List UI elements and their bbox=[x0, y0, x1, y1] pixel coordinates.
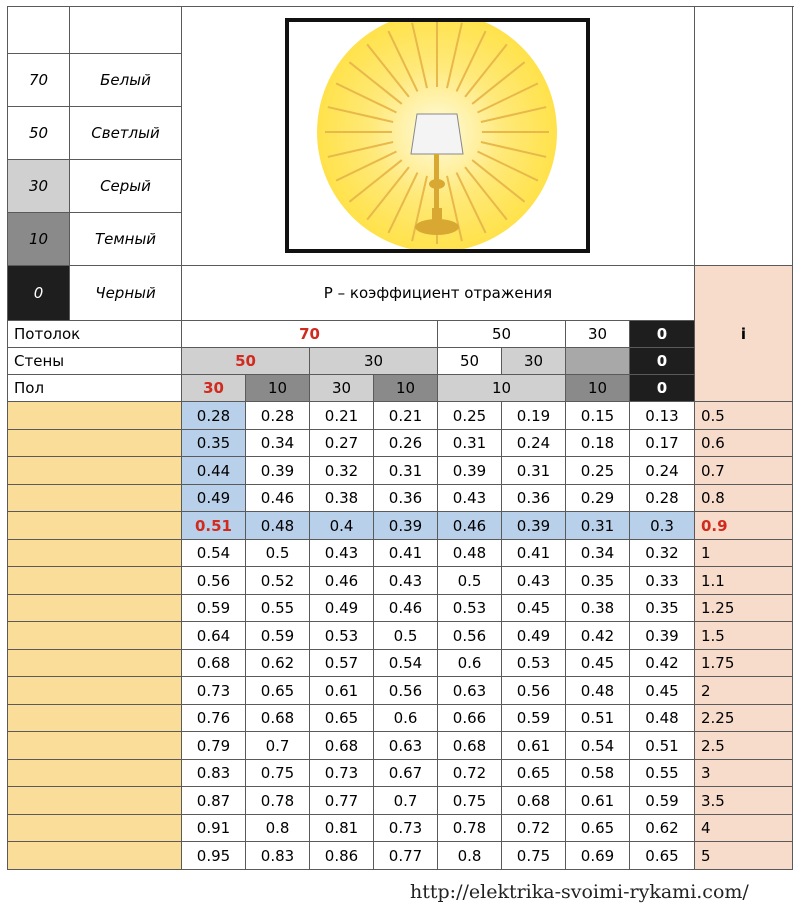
floor-value: 10 bbox=[246, 375, 310, 402]
legend-label: Белый bbox=[70, 54, 182, 107]
table-cell: 0.76 bbox=[182, 705, 246, 732]
table-cell: 0.49 bbox=[182, 485, 246, 512]
table-cell: 0.25 bbox=[438, 402, 502, 430]
table-cell: 0.31 bbox=[502, 457, 566, 485]
table-cell: 0.38 bbox=[310, 485, 374, 512]
ceiling-value: 0 bbox=[630, 321, 695, 348]
table-cell: 0.8 bbox=[438, 842, 502, 870]
table-cell: 0.59 bbox=[502, 705, 566, 732]
row-blank-left bbox=[8, 402, 182, 430]
table-cell: 0.34 bbox=[566, 540, 630, 567]
index-value: 0.6 bbox=[695, 430, 793, 457]
table-cell: 0.45 bbox=[566, 650, 630, 677]
ceiling-value: 70 bbox=[182, 321, 438, 348]
row-blank-left bbox=[8, 677, 182, 705]
table-cell: 0.65 bbox=[246, 677, 310, 705]
index-value: 0.7 bbox=[695, 457, 793, 485]
table-cell: 0.17 bbox=[630, 430, 695, 457]
table-cell: 0.7 bbox=[246, 732, 310, 760]
caption: Р – коэффициент отражения bbox=[182, 266, 695, 321]
table-cell: 0.26 bbox=[374, 430, 438, 457]
wall-value: 30 bbox=[502, 348, 566, 375]
table-cell: 0.39 bbox=[502, 512, 566, 540]
table-cell: 0.87 bbox=[182, 787, 246, 815]
table-cell: 0.27 bbox=[310, 430, 374, 457]
table-cell: 0.56 bbox=[374, 677, 438, 705]
index-value: 3.5 bbox=[695, 787, 793, 815]
blank-cell bbox=[695, 7, 793, 266]
table-cell: 0.77 bbox=[310, 787, 374, 815]
table-cell: 0.75 bbox=[438, 787, 502, 815]
table-cell: 0.13 bbox=[630, 402, 695, 430]
legend-blank bbox=[70, 7, 182, 54]
table-cell: 0.68 bbox=[502, 787, 566, 815]
table-cell: 0.6 bbox=[438, 650, 502, 677]
table-cell: 0.39 bbox=[438, 457, 502, 485]
table-cell: 0.6 bbox=[374, 705, 438, 732]
table-cell: 0.19 bbox=[502, 402, 566, 430]
table-cell: 0.68 bbox=[438, 732, 502, 760]
table-cell: 0.66 bbox=[438, 705, 502, 732]
legend-value: 10 bbox=[8, 213, 70, 266]
table-cell: 0.46 bbox=[246, 485, 310, 512]
table-cell: 0.46 bbox=[438, 512, 502, 540]
source-url[interactable]: http://elektrika-svoimi-rykami.com/ bbox=[410, 881, 749, 903]
legend-value: 0 bbox=[8, 266, 70, 321]
table-cell: 0.67 bbox=[374, 760, 438, 787]
table-cell: 0.43 bbox=[502, 567, 566, 595]
table-cell: 0.72 bbox=[438, 760, 502, 787]
table-cell: 0.72 bbox=[502, 815, 566, 842]
table-cell: 0.73 bbox=[374, 815, 438, 842]
table-cell: 0.49 bbox=[310, 595, 374, 622]
row-blank-left bbox=[8, 567, 182, 595]
index-value: 1.5 bbox=[695, 622, 793, 650]
index-value: 1.75 bbox=[695, 650, 793, 677]
table-cell: 0.5 bbox=[246, 540, 310, 567]
table-cell: 0.75 bbox=[502, 842, 566, 870]
table-cell: 0.62 bbox=[246, 650, 310, 677]
row-blank-left bbox=[8, 457, 182, 485]
table-cell: 0.91 bbox=[182, 815, 246, 842]
wall-value: 30 bbox=[310, 348, 438, 375]
table-cell: 0.77 bbox=[374, 842, 438, 870]
row-blank-left bbox=[8, 842, 182, 870]
table-cell: 0.39 bbox=[630, 622, 695, 650]
table-cell: 0.65 bbox=[566, 815, 630, 842]
index-value: 0.8 bbox=[695, 485, 793, 512]
row-blank-left bbox=[8, 622, 182, 650]
table-cell: 0.48 bbox=[566, 677, 630, 705]
table-cell: 0.56 bbox=[438, 622, 502, 650]
table-cell: 0.62 bbox=[630, 815, 695, 842]
table-cell: 0.54 bbox=[182, 540, 246, 567]
table-cell: 0.78 bbox=[246, 787, 310, 815]
row-blank-left bbox=[8, 705, 182, 732]
table-cell: 0.59 bbox=[182, 595, 246, 622]
table-cell: 0.53 bbox=[310, 622, 374, 650]
index-value: 4 bbox=[695, 815, 793, 842]
table-cell: 0.55 bbox=[630, 760, 695, 787]
table-cell: 0.29 bbox=[566, 485, 630, 512]
table-cell: 0.68 bbox=[182, 650, 246, 677]
table-cell: 0.61 bbox=[502, 732, 566, 760]
row-label-ceiling: Потолок bbox=[8, 321, 182, 348]
wall-value: 0 bbox=[630, 348, 695, 375]
table-cell: 0.64 bbox=[182, 622, 246, 650]
legend-value: 70 bbox=[8, 54, 70, 107]
table-cell: 0.65 bbox=[502, 760, 566, 787]
index-value: 1 bbox=[695, 540, 793, 567]
table-cell: 0.41 bbox=[502, 540, 566, 567]
row-blank-left bbox=[8, 732, 182, 760]
table-cell: 0.42 bbox=[566, 622, 630, 650]
row-blank-left bbox=[8, 787, 182, 815]
table-cell: 0.5 bbox=[438, 567, 502, 595]
table-cell: 0.35 bbox=[566, 567, 630, 595]
table-cell: 0.21 bbox=[374, 402, 438, 430]
row-blank-left bbox=[8, 430, 182, 457]
table-cell: 0.51 bbox=[182, 512, 246, 540]
table-cell: 0.55 bbox=[246, 595, 310, 622]
table-cell: 0.83 bbox=[182, 760, 246, 787]
table-cell: 0.45 bbox=[502, 595, 566, 622]
table-cell: 0.65 bbox=[310, 705, 374, 732]
legend-label: Черный bbox=[70, 266, 182, 321]
wall-value: 50 bbox=[438, 348, 502, 375]
table-cell: 0.18 bbox=[566, 430, 630, 457]
table-cell: 0.45 bbox=[630, 677, 695, 705]
index-value: 3 bbox=[695, 760, 793, 787]
floor-value: 30 bbox=[310, 375, 374, 402]
table-cell: 0.35 bbox=[182, 430, 246, 457]
table-cell: 0.68 bbox=[310, 732, 374, 760]
table-cell: 0.51 bbox=[566, 705, 630, 732]
table-cell: 0.28 bbox=[630, 485, 695, 512]
row-blank-left bbox=[8, 815, 182, 842]
floor-value: 10 bbox=[374, 375, 438, 402]
index-value: 0.9 bbox=[695, 512, 793, 540]
table-cell: 0.65 bbox=[630, 842, 695, 870]
table-cell: 0.73 bbox=[310, 760, 374, 787]
index-value: 0.5 bbox=[695, 402, 793, 430]
table-cell: 0.5 bbox=[374, 622, 438, 650]
table-cell: 0.39 bbox=[246, 457, 310, 485]
table-cell: 0.24 bbox=[502, 430, 566, 457]
table-cell: 0.48 bbox=[438, 540, 502, 567]
table-cell: 0.28 bbox=[246, 402, 310, 430]
index-value: 1.25 bbox=[695, 595, 793, 622]
table-cell: 0.44 bbox=[182, 457, 246, 485]
index-header: i bbox=[695, 266, 793, 402]
table-cell: 0.63 bbox=[438, 677, 502, 705]
table-cell: 0.8 bbox=[246, 815, 310, 842]
table-cell: 0.75 bbox=[246, 760, 310, 787]
legend-blank bbox=[8, 7, 70, 54]
row-label-floor: Пол bbox=[8, 375, 182, 402]
illustration-cell bbox=[182, 7, 695, 266]
table-cell: 0.46 bbox=[374, 595, 438, 622]
table-cell: 0.34 bbox=[246, 430, 310, 457]
table-cell: 0.95 bbox=[182, 842, 246, 870]
table-cell: 0.35 bbox=[630, 595, 695, 622]
table-cell: 0.43 bbox=[438, 485, 502, 512]
legend-label: Темный bbox=[70, 213, 182, 266]
row-blank-left bbox=[8, 650, 182, 677]
table-cell: 0.21 bbox=[310, 402, 374, 430]
table-cell: 0.7 bbox=[374, 787, 438, 815]
row-blank-left bbox=[8, 540, 182, 567]
legend-value: 50 bbox=[8, 107, 70, 160]
table-cell: 0.63 bbox=[374, 732, 438, 760]
table-cell: 0.33 bbox=[630, 567, 695, 595]
legend-label: Светлый bbox=[70, 107, 182, 160]
floor-value: 10 bbox=[438, 375, 566, 402]
table-cell: 0.41 bbox=[374, 540, 438, 567]
table-cell: 0.73 bbox=[182, 677, 246, 705]
table-cell: 0.32 bbox=[630, 540, 695, 567]
table-cell: 0.36 bbox=[502, 485, 566, 512]
table-cell: 0.31 bbox=[438, 430, 502, 457]
table-cell: 0.61 bbox=[566, 787, 630, 815]
table-cell: 0.58 bbox=[566, 760, 630, 787]
table-cell: 0.52 bbox=[246, 567, 310, 595]
table-cell: 0.51 bbox=[630, 732, 695, 760]
floor-value: 0 bbox=[630, 375, 695, 402]
index-value: 1.1 bbox=[695, 567, 793, 595]
index-value: 2.5 bbox=[695, 732, 793, 760]
index-value: 2.25 bbox=[695, 705, 793, 732]
table-cell: 0.42 bbox=[630, 650, 695, 677]
table-cell: 0.24 bbox=[630, 457, 695, 485]
table-cell: 0.53 bbox=[438, 595, 502, 622]
floor-value: 10 bbox=[566, 375, 630, 402]
table-cell: 0.48 bbox=[246, 512, 310, 540]
table-cell: 0.69 bbox=[566, 842, 630, 870]
table-cell: 0.78 bbox=[438, 815, 502, 842]
table-cell: 0.54 bbox=[566, 732, 630, 760]
table-cell: 0.83 bbox=[246, 842, 310, 870]
table-cell: 0.43 bbox=[374, 567, 438, 595]
floor-value: 30 bbox=[182, 375, 246, 402]
ceiling-value: 30 bbox=[566, 321, 630, 348]
table-cell: 0.38 bbox=[566, 595, 630, 622]
table-cell: 0.79 bbox=[182, 732, 246, 760]
table-cell: 0.56 bbox=[502, 677, 566, 705]
index-value: 2 bbox=[695, 677, 793, 705]
table-cell: 0.49 bbox=[502, 622, 566, 650]
row-blank-left bbox=[8, 760, 182, 787]
table-cell: 0.39 bbox=[374, 512, 438, 540]
table-cell: 0.4 bbox=[310, 512, 374, 540]
table-cell: 0.86 bbox=[310, 842, 374, 870]
row-blank-left bbox=[8, 595, 182, 622]
wall-value bbox=[566, 348, 630, 375]
table-cell: 0.3 bbox=[630, 512, 695, 540]
table-cell: 0.36 bbox=[374, 485, 438, 512]
table-cell: 0.32 bbox=[310, 457, 374, 485]
index-value: 5 bbox=[695, 842, 793, 870]
table-cell: 0.48 bbox=[630, 705, 695, 732]
table-cell: 0.56 bbox=[182, 567, 246, 595]
row-blank-left bbox=[8, 512, 182, 540]
table-cell: 0.57 bbox=[310, 650, 374, 677]
table-cell: 0.59 bbox=[630, 787, 695, 815]
table-cell: 0.59 bbox=[246, 622, 310, 650]
row-blank-left bbox=[8, 485, 182, 512]
table-cell: 0.81 bbox=[310, 815, 374, 842]
table-cell: 0.53 bbox=[502, 650, 566, 677]
table-cell: 0.15 bbox=[566, 402, 630, 430]
table-cell: 0.46 bbox=[310, 567, 374, 595]
legend-label: Серый bbox=[70, 160, 182, 213]
ceiling-value: 50 bbox=[438, 321, 566, 348]
row-label-walls: Стены bbox=[8, 348, 182, 375]
table-cell: 0.28 bbox=[182, 402, 246, 430]
table-cell: 0.31 bbox=[374, 457, 438, 485]
table-cell: 0.43 bbox=[310, 540, 374, 567]
table-cell: 0.25 bbox=[566, 457, 630, 485]
table-cell: 0.61 bbox=[310, 677, 374, 705]
wall-value: 50 bbox=[182, 348, 310, 375]
table-cell: 0.31 bbox=[566, 512, 630, 540]
table-cell: 0.54 bbox=[374, 650, 438, 677]
table-cell: 0.68 bbox=[246, 705, 310, 732]
legend-value: 30 bbox=[8, 160, 70, 213]
